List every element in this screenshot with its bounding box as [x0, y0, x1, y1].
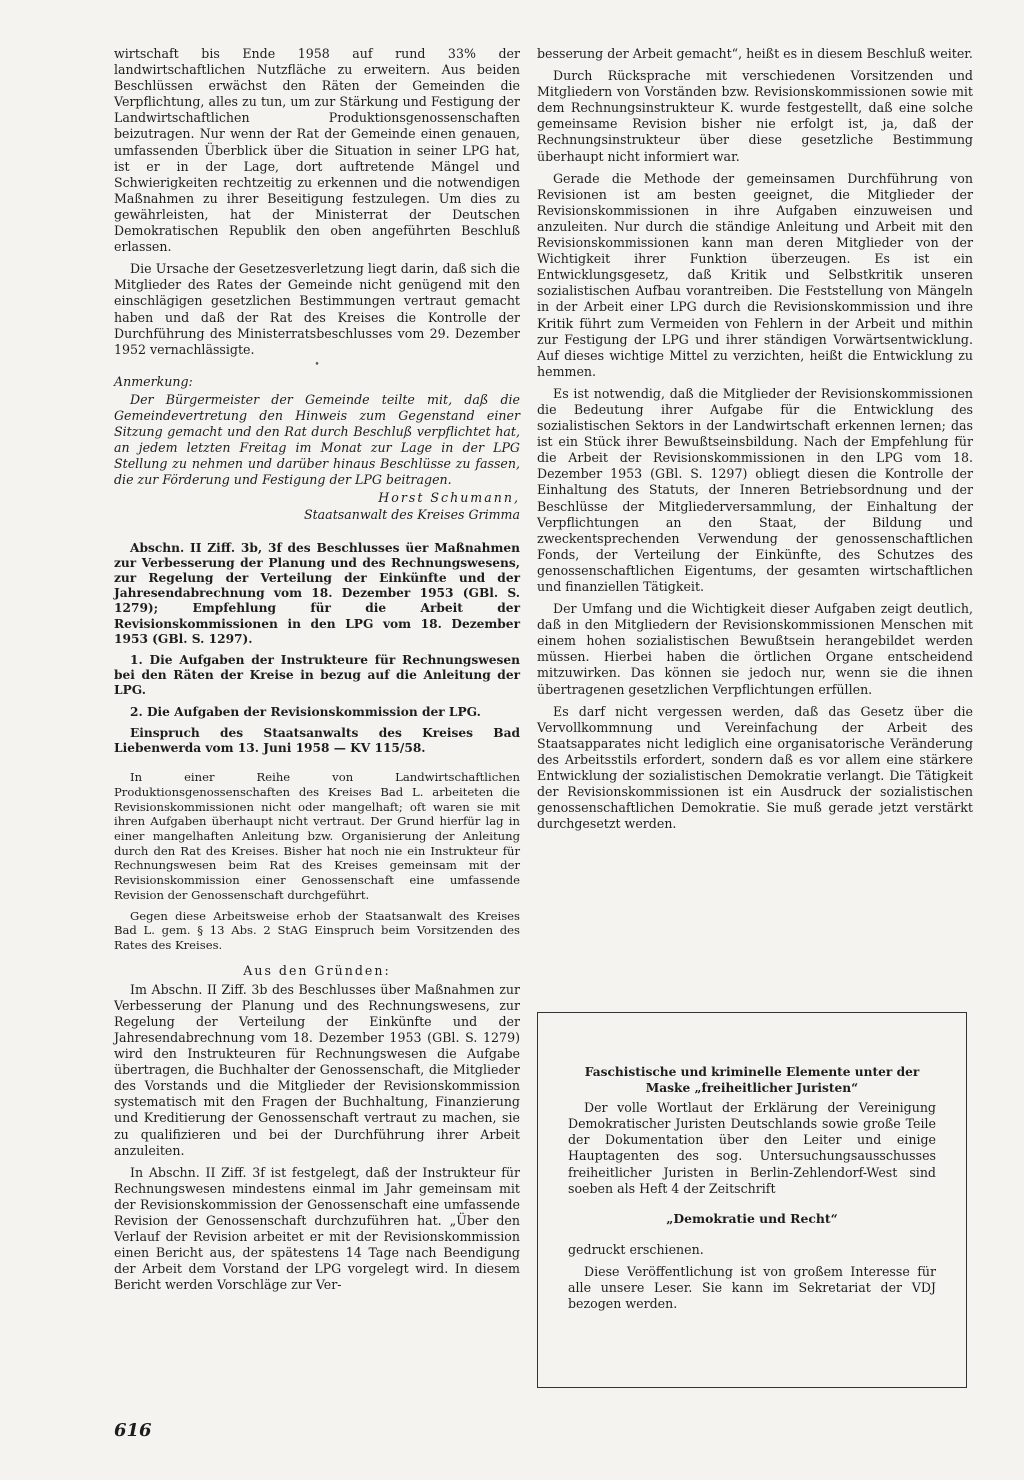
paragraph-small: In einer Reihe von Landwirtschaftlichen Produktionsgenossenschaften des Kreises Bad L. arbeiteten die Revisionskommissionen nicht oder mangelhaft; oft waren sie mit ihren Aufgaben überhaupt nicht vertraut. Der Grund hierfür lag in einer mangelhaften Anleitung bzw. Organisierung der Anleitung durch den Rat des Kreises. Bisher hat noch nie ein Instrukteur für Rechnungswesen beim Rat des Kreises gemeinsam mit der Revisionskommission einer Genossenschaft eine umfassende Revision der Genossenschaft durchgeführt. [114, 770, 520, 902]
paragraph: Durch Rücksprache mit verschiedenen Vorsitzenden und Mitgliedern von Vorständen bzw. Revisionskommissionen sowie mit dem Rechnungsinstrukteur K. wurde festgestellt, daß eine solche gemeinsame Revision bisher nie erfolgt ist, ja, daß der Rechnungsinstrukteur über diese gesetzliche Bestimmung überhaupt nicht informiert war. [537, 68, 973, 164]
note-label: Anmerkung: [114, 373, 193, 389]
paragraph: Es ist notwendig, daß die Mitglieder der Revisionskommissionen die Bedeutung ihrer Aufgabe für die Entwicklung des sozialistischen Sektors in der Landwirtschaft erkennen lernen; das ist ein Stück ihrer Bewußtseinsbildung. Nach der Empfehlung für die Arbeit der Revisionskommissionen in den LPG vom 18. Dezember 1953 (GBl. S. 1297) obliegt diesen die Kontrolle der Einhaltung des Statuts, der Inneren Betriebsordnung und der Beschlüsse der Mitgliederversammlung, der Einhaltung der Verpflichtungen an den Staat, der Bildung und zweckentsprechenden Verwendung der genossenschaftlichen Fonds, der Verteilung der Einkünfte, des Schutzes des genossenschaftlichen Eigentums, der gesamten wirtschaftlichen und finanziellen Tätigkeit. [537, 385, 973, 594]
magazine-title: „Demokratie und Recht“ [666, 1210, 838, 1226]
section-heading: Abschn. II Ziff. 3b, 3f des Beschlusses üer Maßnahmen zur Verbesserung der Planung und des Rechnungswesens, zur Regelung der Verteilung der Einkünfte und der Jahresendabrechnung vom 18. Dezember 1953 (GBl. S. 1279); Empfehlung für die Arbeit der Revisionskommissionen in den LPG vom 18. Dezember 1953 (GBl. S. 1297). [114, 540, 520, 646]
paragraph: gedruckt erschienen. [568, 1241, 704, 1257]
signature-name: Horst Schumann, [378, 490, 520, 506]
announcement-title: Faschistische und kriminelle Elemente unter der Maske „freiheitlicher Juristen“ [584, 1065, 920, 1095]
paragraph-small: Gegen diese Arbeitsweise erhob der Staatsanwalt des Kreises Bad L. gem. § 13 Abs. 2 StAG Einspruch beim Vorsitzenden des Rates des Kreises. [114, 908, 520, 952]
paragraph: Der Umfang und die Wichtigkeit dieser Aufgaben zeigt deutlich, daß in den Mitgliedern der Revisionskommissionen Menschen mit einem hohen sozialistischen Bewußtsein herangebildet werden müssen. Hierbei haben die örtlichen Organe entscheidend mitzuwirken. Das können sie jedoch nur, wenn sie die ihnen übertragenen gesetzlichen Verpflichtungen erfüllen. [537, 601, 973, 697]
paragraph: Es darf nicht vergessen werden, daß das Gesetz über die Vervollkommnung und Vereinfachung der Arbeit des Staatsapparates nicht lediglich eine organisatorische Veränderung des Arbeitsstils erfordert, sondern daß es vor allem eine stärkere Entwicklung der sozialistischen Demokratie verlangt. Die Tätigkeit der Revisionskommissionen ist ein Ausdruck der sozialistischen genossenschaftlichen Demokratie. Sie muß gerade jetzt verstärkt durchgesetzt werden. [537, 703, 973, 832]
left-column [114, 46, 520, 1299]
paragraph: besserung der Arbeit gemacht“, heißt es in diesem Beschluß weiter. [537, 46, 973, 61]
paragraph: In Abschn. II Ziff. 3f ist festgelegt, daß der Instrukteur für Rechnungswesen mindestens einmal im Jahr gemeinsam mit der Revisionskommission der Genossenschaft eine umfassende Revision der Genossenschaft durchzuführen hat. „Über den Verlauf der Revision arbeitet er mit der Revisionskommission einen Bericht aus, der spätestens 14 Tage nach Beendigung der Arbeit dem Vorstand der LPG vorgelegt wird. In diesem Bericht werden Vorschläge zur Ver- [114, 1164, 520, 1293]
page-number: 616 [114, 1420, 152, 1441]
section-heading: Einspruch des Staatsanwalts des Kreises Bad Liebenwerda vom 13. Juni 1958 — KV 115/58. [114, 725, 520, 756]
paragraph: wirtschaft bis Ende 1958 auf rund 33% der landwirtschaftlichen Nutzfläche zu erweitern. Aus beiden Beschlüssen erwächst den Räten der Gemeinden die Verpflichtung, alles zu tun, um zur Stärkung und Festigung der Landwirtschaftlichen Produktionsgenossenschaften beizutragen. Nur wenn der Rat der Gemeinde einen genauen, umfassenden Überblick über die Situation in seiner LPG hat, ist er in der Lage, dort auftretende Mängel und Schwierigkeiten rechtzeitig zu erkennen und die notwendigen Maßnahmen zu ihrer Beseitigung festzulegen. Um dies zu gewährleisten, hat der Ministerrat der Deutschen Demokratischen Republik den oben angeführten Beschluß erlassen. [114, 46, 520, 255]
paragraph: Gerade die Methode der gemeinsamen Durchführung von Revisionen ist am besten geeignet, die Mitglieder der Revisionskommissionen in ihre Aufgaben einzuweisen und anzuleiten. Nur durch die ständige Anleitung und Arbeit mit den Revisionskommissionen kann man deren Mitglieder von der Wichtigkeit ihrer Funktion überzeugen. Es ist ein Entwicklungsgesetz, daß Kritik und Selbstkritik unseren sozialistischen Aufbau vorantreiben. Die Feststellung von Mängeln in der Arbeit einer LPG durch die Revisionskommission und ihre Kritik führt zum Vermeiden von Fehlern in der Arbeit und mithin zur Festigung der LPG und ihrer ständigen Vorwärtsentwicklung. Auf dieses wichtige Mittel zu verzichten, heißt die Entwicklung zu hemmen. [537, 170, 973, 379]
paragraph: Die Ursache der Gesetzesverletzung liegt darin, daß sich die Mitglieder des Rates der Gemeinde nicht genügend mit den einschlägigen gesetzlichen Bestimmungen vertraut gemacht haben und daß der Rat des Kreises die Kontrolle der Durchführung des Ministerratsbeschlusses vom 29. Dezember 1952 vernachlässigte. [114, 261, 520, 357]
note-text: Der Bürgermeister der Gemeinde teilte mit, daß die Gemeindevertretung den Hinweis zum Gegenstand einer Sitzung gemacht und den Rat durch Beschluß verpflichtet hat, an jedem letzten Freitag im Monat zur Lage in der LPG Stellung zu nehmen und darüber hinaus Beschlüsse zu fassen, die zur Förderung und Festigung der LPG beitragen. [114, 391, 520, 488]
announcement-box [537, 1012, 967, 1388]
section-heading: 2. Die Aufgaben der Revisionskommission der LPG. [130, 704, 481, 719]
right-column [537, 46, 973, 838]
paragraph: Diese Veröffentlichung ist von großem Interesse für alle unsere Leser. Sie kann im Sekretariat der VDJ bezogen werden. [568, 1263, 936, 1312]
paragraph: Der volle Wortlaut der Erklärung der Vereinigung Demokratischer Juristen Deutschlands sowie große Teile der Dokumentation über den Leiter und einige Hauptagenten des sog. Untersuchungsausschusses freiheitlicher Juristen in Berlin-Zehlendorf-West sind soeben als Heft 4 der Zeitschrift [568, 1100, 936, 1196]
section-heading: 1. Die Aufgaben der Instrukteure für Rechnungswesen bei den Räten der Kreise in bezug auf die Anleitung der LPG. [114, 653, 520, 698]
ink-dot: • [314, 359, 320, 370]
signature-title: Staatsanwalt des Kreises Grimma [303, 506, 520, 522]
grounds-heading: Aus den Gründen: [243, 962, 391, 978]
paragraph: Im Abschn. II Ziff. 3b des Beschlusses über Maßnahmen zur Verbesserung der Planung und des Rechnungswesens, zur Regelung der Verteilung der Einkünfte und der Jahresendabrechnung vom 18. Dezember 1953 (GBl. S. 1279) wird den Instrukteuren für Rechnungswesen die Aufgabe übertragen, die Buchhalter der Genossenschaft, die Mitglieder des Vorstands und die Mitglieder der Revisionskommission systematisch mit den Fragen der Buchhaltung, Finanzierung und Kreditierung der Genossenschaft vertraut zu machen, sie zu qualifizieren und bei der Durchführung ihrer Arbeit anzuleiten. [114, 981, 520, 1158]
